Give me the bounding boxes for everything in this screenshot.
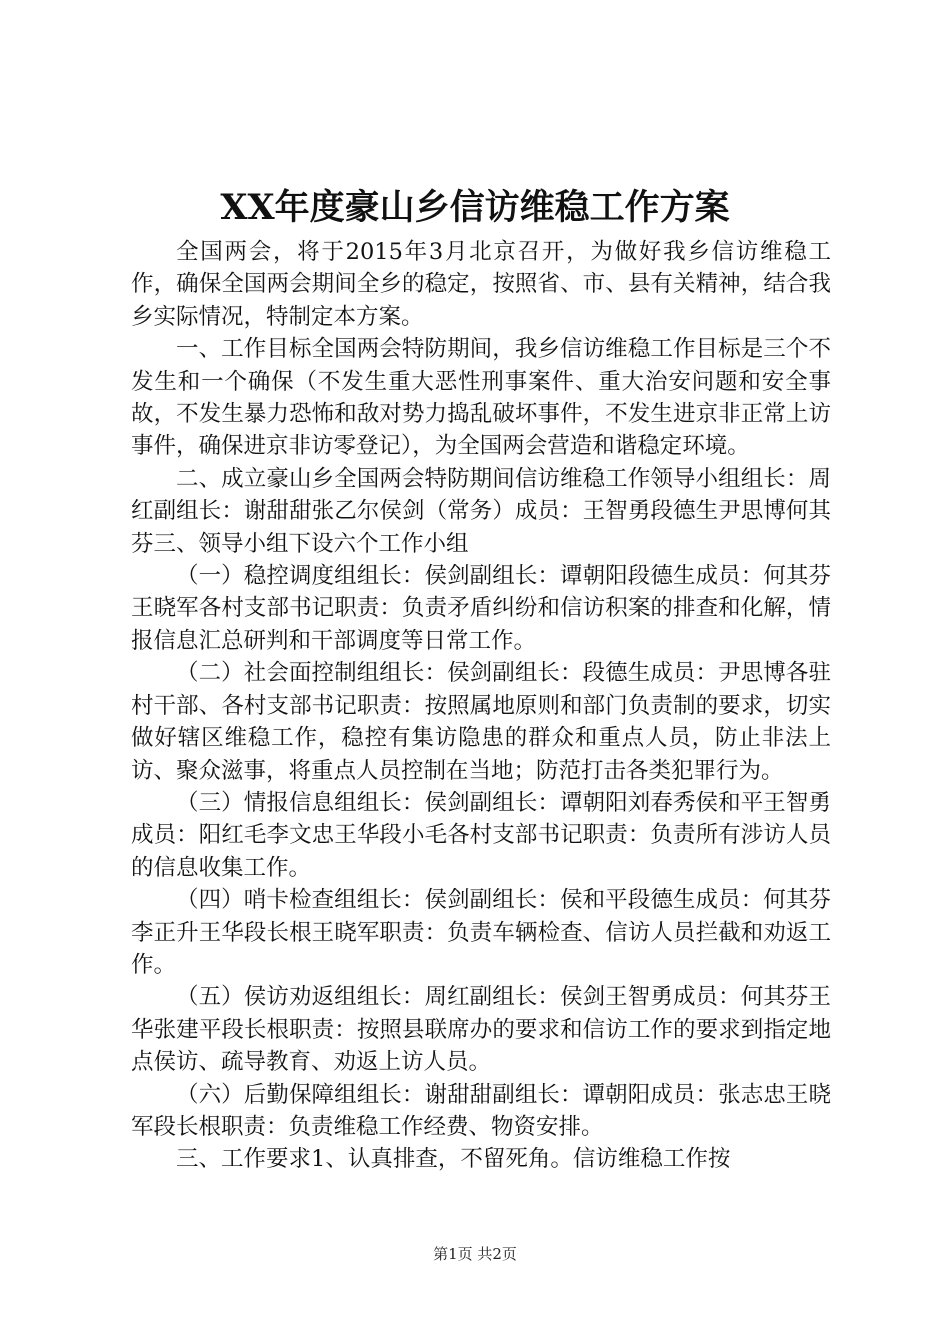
page-footer: 第1页 共2页 xyxy=(433,1245,517,1263)
document-body xyxy=(131,236,831,1176)
paragraph-group-6: （六）后勤保障组组长：谢甜甜副组长：谭朝阳成员：张志忠王晓军段长根职责：负责维稳工作经费、物资安排。 xyxy=(131,1081,831,1140)
paragraph-group-3: （三）情报信息组组长：侯剑副组长：谭朝阳刘春秀侯和平王智勇成员：阳红毛李文忠王华段小毛各村支部书记职责：负责所有涉访人员的信息收集工作。 xyxy=(131,789,831,881)
paragraph-leadership-group: 二、成立豪山乡全国两会特防期间信访维稳工作领导小组组长：周红副组长：谢甜甜张乙尔侯剑（常务）成员：王智勇段德生尹思博何其芬三、领导小组下设六个工作小组 xyxy=(131,465,831,557)
paragraph-group-1: （一）稳控调度组组长：侯剑副组长：谭朝阳段德生成员：何其芬王晓军各村支部书记职责：负责矛盾纠纷和信访积案的排查和化解，情报信息汇总研判和干部调度等日常工作。 xyxy=(131,563,831,654)
paragraph-group-2: （二）社会面控制组组长：侯剑副组长：段德生成员：尹思博各驻村干部、各村支部书记职责：按照属地原则和部门负责制的要求，切实做好辖区维稳工作，稳控有集访隐患的群众和重点人员，防止非法上访、聚众滋事，将重点人员控制在当地；防范打击各类犯罪行为。 xyxy=(131,660,831,784)
paragraph-group-4: （四）哨卡检查组组长：侯剑副组长：侯和平段德生成员：何其芬李正升王华段长根王晓军职责：负责车辆检查、信访人员拦截和劝返工作。 xyxy=(131,887,831,978)
page-title: XX年度豪山乡信访维稳工作方案 xyxy=(220,187,730,228)
paragraph-intro: 全国两会，将于2015年3月北京召开，为做好我乡信访维稳工作，确保全国两会期间全乡的稳定，按照省、市、县有关精神，结合我乡实际情况，特制定本方案。 xyxy=(131,239,831,330)
paragraph-goals: 一、工作目标全国两会特防期间，我乡信访维稳工作目标是三个不发生和一个确保（不发生重大恶性刑事案件、重大治安问题和安全事故，不发生暴力恐怖和敌对势力捣乱破坏事件，不发生进京非正常上访事件，确保进京非访零登记），为全国两会营造和谐稳定环境。 xyxy=(131,336,831,460)
paragraph-group-5: （五）侯访劝返组组长：周红副组长：侯剑王智勇成员：何其芬王华张建平段长根职责：按照县联席办的要求和信访工作的要求到指定地点侯访、疏导教育、劝返上访人员。 xyxy=(131,984,831,1076)
paragraph-requirements: 三、工作要求1、认真排查，不留死角。信访维稳工作按 xyxy=(176,1146,731,1173)
